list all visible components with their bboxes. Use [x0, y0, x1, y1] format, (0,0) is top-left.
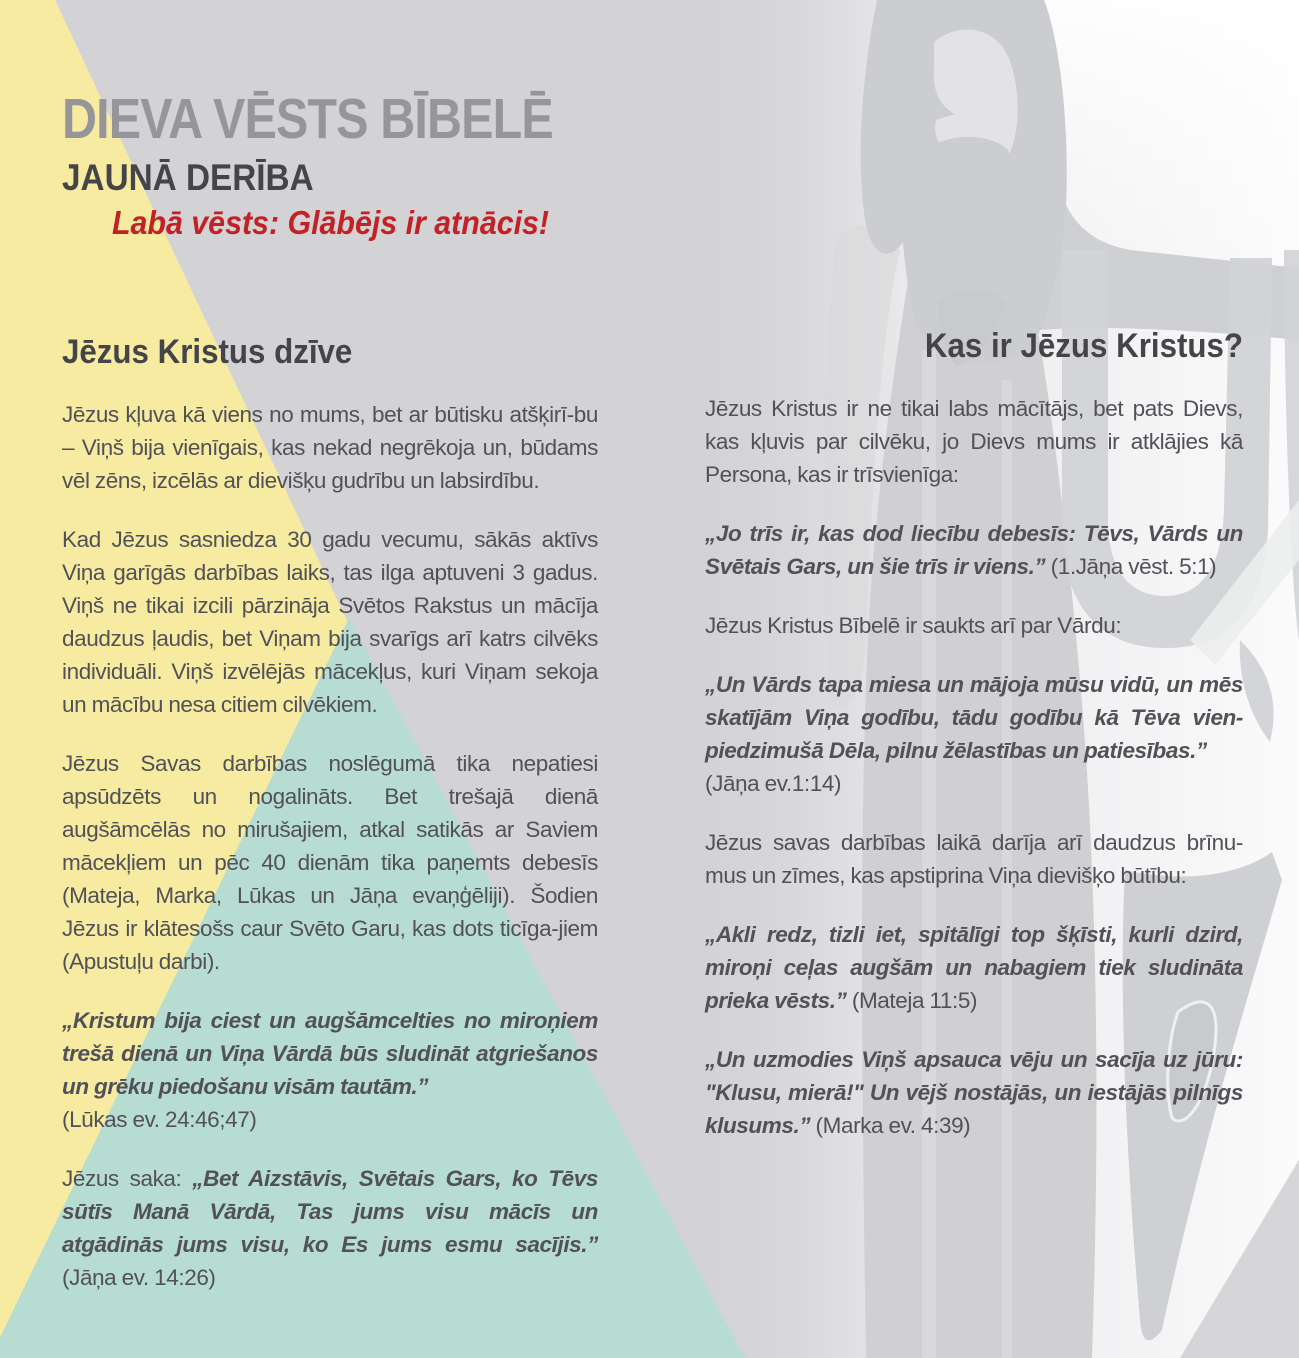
quote-paragraph: [705, 1043, 1243, 1142]
text-segment: Jēzus savas darbības laikā darīja arī daudzus brīnu-mus un zīmes, kas apstiprina Viņa dievišķo būtību:: [705, 830, 1243, 888]
text-segment: „Un Vārds tapa miesa un mājoja mūsu vidū, un mēs skatījām Viņa godību, tādu godību kā Tēva vien-piedzimušā Dēla, pilnu žēlastības un patiesības.”: [705, 672, 1243, 763]
text-segment: (Marka ev. 4:39): [810, 1113, 971, 1138]
text-segment: (1.Jāņa vēst. 5:1): [1045, 554, 1217, 579]
left-column-heading: Jēzus Kristus dzīve: [62, 333, 353, 371]
text-segment: Kad Jēzus sasniedza 30 gadu vecumu, sākās aktīvs Viņa garīgās darbības laiks, tas ilga aptuveni 3 gadus. Viņš ne tikai izcili pārzināja Svētos Rakstus un mācīja daudzus ļaudis, bet Viņam bija svarīgs arī katrs cilvēks individuāli. Viņš izvēlējās mācekļus, kuri Viņam sekoja un mācību nesa citiem cilvēkiem.: [62, 527, 598, 717]
quote-paragraph: [705, 668, 1243, 800]
body-paragraph: [62, 523, 598, 721]
text-segment: (Mateja 11:5): [846, 988, 978, 1013]
text-segment: Jēzus Kristus ir ne tikai labs mācītājs, bet pats Dievs, kas kļuvis par cilvēku, jo Dievs mums ir atklājies kā Persona, kas ir trīsvienīga:: [705, 396, 1243, 487]
text-segment: „Bet Aizstāvis, Svētais Gars, ko Tēvs sūtīs Manā Vārdā, Tas jums visu mācīs un atgādinās jums visu, ko Es jums esmu sacījis.”: [62, 1166, 599, 1257]
page-title: DIEVA VĒSTS BĪBELĒ: [62, 87, 553, 151]
text-segment: „Kristum bija ciest un augšāmcelties no miroņiem trešā dienā un Viņa Vārdā būs sludināt atgriešanos un grēku piedošanu visām tautām.”: [62, 1008, 598, 1099]
text-segment: (Jāņa ev.1:14): [705, 771, 842, 796]
quote-paragraph: [705, 918, 1243, 1017]
text-segment: Jēzus Savas darbības noslēgumā tika nepatiesi apsūdzēts un nogalināts. Bet trešajā dienā augšāmcēlās no mirušajiem, atkal satikās ar Saviem mācekļiem un pēc 40 dienām tika paņemts debesīs (Mateja, Marka, Lūkas un Jāņa evaņģēliji). Šodien Jēzus ir klātesošs caur Svēto Garu, kas dots ticīga-jiem (Apustuļu darbi).: [62, 751, 598, 974]
page-subtitle: JAUNĀ DERĪBA: [62, 157, 314, 198]
text-segment: (Lūkas ev. 24:46;47): [62, 1107, 257, 1132]
quote-paragraph: [62, 1162, 598, 1294]
body-paragraph: [62, 398, 598, 497]
left-column-paragraphs: [62, 398, 598, 1294]
text-segment: „Akli redz, tizli iet, spitālīgi top šķīsti, kurli dzird, miroņi ceļas augšām un nabagiem tiek sludināta prieka vēsts.”: [705, 922, 1243, 1013]
body-paragraph: [705, 392, 1243, 491]
right-column: [705, 326, 1243, 1168]
text-segment: „Un uzmodies Viņš apsauca vēju un sacīja uz jūru: "Klusu, mierā!" Un vējš nostājās, un iestājās pilnīgs klusums.”: [705, 1047, 1243, 1138]
right-column-paragraphs: [705, 392, 1243, 1142]
text-segment: (Jāņa ev. 14:26): [62, 1265, 216, 1290]
text-segment: „Jo trīs ir, kas dod liecību debesīs: Tēvs, Vārds un Svētais Gars, un šie trīs ir viens.”: [705, 521, 1243, 579]
body-paragraph: [62, 747, 598, 978]
page-tagline: Labā vēsts: Glābējs ir atnācis!: [112, 204, 550, 241]
body-paragraph: [705, 609, 1243, 642]
right-column-heading: Kas ir Jēzus Kristus?: [924, 327, 1243, 365]
text-segment: Jēzus kļuva kā viens no mums, bet ar būtisku atšķirī-bu – Viņš bija vienīgais, kas nekad negrēkoja un, būdams vēl zēns, izcēlās ar dievišķu gudrību un labsirdību.: [62, 402, 598, 493]
quote-paragraph: [62, 1004, 598, 1136]
body-paragraph: [705, 826, 1243, 892]
quote-paragraph: [705, 517, 1243, 583]
text-segment: Jēzus Kristus Bībelē ir saukts arī par Vārdu:: [705, 613, 1122, 638]
left-column: [62, 332, 598, 1320]
text-segment: Jēzus saka:: [62, 1166, 193, 1191]
